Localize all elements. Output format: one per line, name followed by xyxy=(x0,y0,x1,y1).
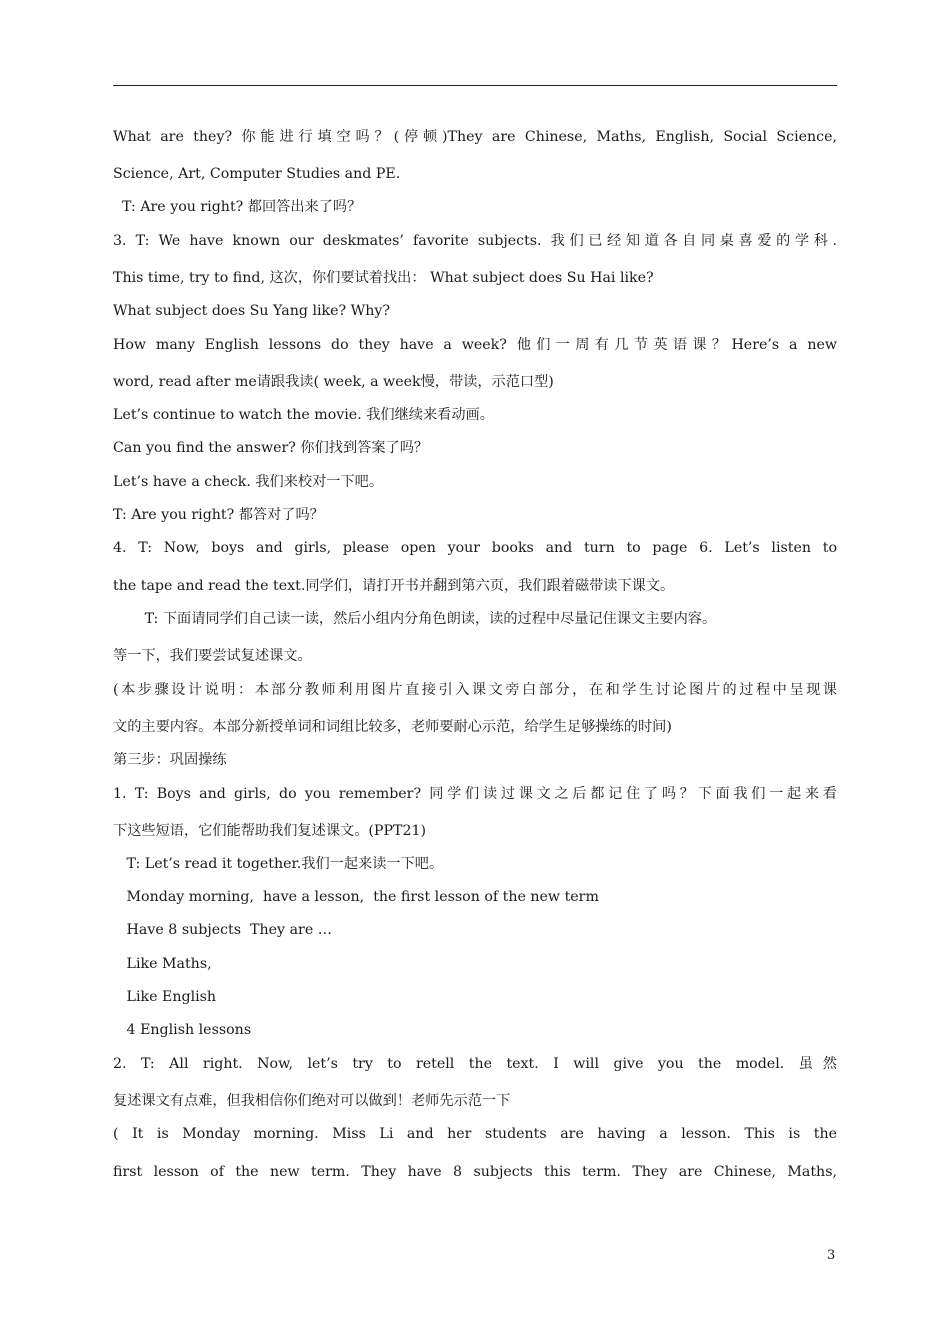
text-line: first lesson of the new term. They have 8 subjects this term. They are Chinese, Maths, xyxy=(113,1164,837,1180)
phrase-line: Monday morning, have a lesson, the first lesson of the new term xyxy=(113,889,599,905)
page-number: 3 xyxy=(827,1248,836,1263)
text-line: How many English lessons do they have a week? 他们一周有几节英语课？Here’s a new xyxy=(113,337,837,353)
phrase-line: Like Maths, xyxy=(113,956,212,972)
text-line: This time, try to find, 这次，你们要试着找出： What subject does Su Hai like? xyxy=(113,270,654,286)
text-line: Let’s continue to watch the movie. 我们继续来看动画。 xyxy=(113,407,494,423)
text-line: 1. T: Boys and girls, do you remember? 同学们读过课文之后都记住了吗？下面我们一起来看 xyxy=(113,786,837,802)
text-line: T: Are you right? 都回答出来了吗？ xyxy=(113,199,362,215)
text-line: Let’s have a check. 我们来校对一下吧。 xyxy=(113,474,384,490)
text-line: 复述课文有点难，但我相信你们绝对可以做到！老师先示范一下 xyxy=(113,1093,511,1109)
text-line: Science, Art, Computer Studies and PE. xyxy=(113,166,401,182)
phrase-line: 4 English lessons xyxy=(113,1022,252,1038)
text-line: the tape and read the text.同学们，请打开书并翻到第六页，我们跟着磁带读下课文。 xyxy=(113,578,675,594)
text-line: What subject does Su Yang like? Why? xyxy=(113,303,390,319)
text-line: Can you find the answer? 你们找到答案了吗？ xyxy=(113,440,429,456)
text-line: 下这些短语，它们能帮助我们复述课文。(PPT21) xyxy=(113,823,427,839)
phrase-line: Like English xyxy=(113,989,217,1005)
text-line: What are they? 你能进行填空吗？(停顿)They are Chinese, Maths, English, Social Science, xyxy=(113,129,837,145)
text-line: 等一下，我们要尝试复述课文。 xyxy=(113,648,312,664)
text-line: 2. T: All right. Now, let’s try to retell the text. I will give you the model. 虽然 xyxy=(113,1056,837,1072)
text-line: T: 下面请同学们自己读一读，然后小组内分角色朗读，读的过程中尽量记住课文主要内容。 xyxy=(113,611,717,627)
text-line: 3. T: We have known our deskmates’ favorite subjects. 我们已经知道各自同桌喜爱的学科. xyxy=(113,233,837,249)
text-line: 4. T: Now, boys and girls, please open your books and turn to page 6. Let’s listen to xyxy=(113,540,837,556)
header-rule xyxy=(113,85,837,86)
phrase-line: Have 8 subjects They are … xyxy=(113,922,332,938)
text-line: word, read after me请跟我读( week, a week慢，带读，示范口型) xyxy=(113,374,554,390)
section-heading: 第三步：巩固操练 xyxy=(113,752,227,768)
text-line: 文的主要内容。本部分新授单词和词组比较多，老师要耐心示范，给学生足够操练的时间) xyxy=(113,719,672,735)
text-line: T: Are you right? 都答对了吗？ xyxy=(113,507,324,523)
text-line: (本步骤设计说明：本部分教师利用图片直接引入课文旁白部分，在和学生讨论图片的过程中呈现课 xyxy=(113,682,837,698)
text-line: ( It is Monday morning. Miss Li and her students are having a lesson. This is the xyxy=(113,1126,837,1142)
text-line: T: Let’s read it together.我们一起来读一下吧。 xyxy=(113,856,444,872)
